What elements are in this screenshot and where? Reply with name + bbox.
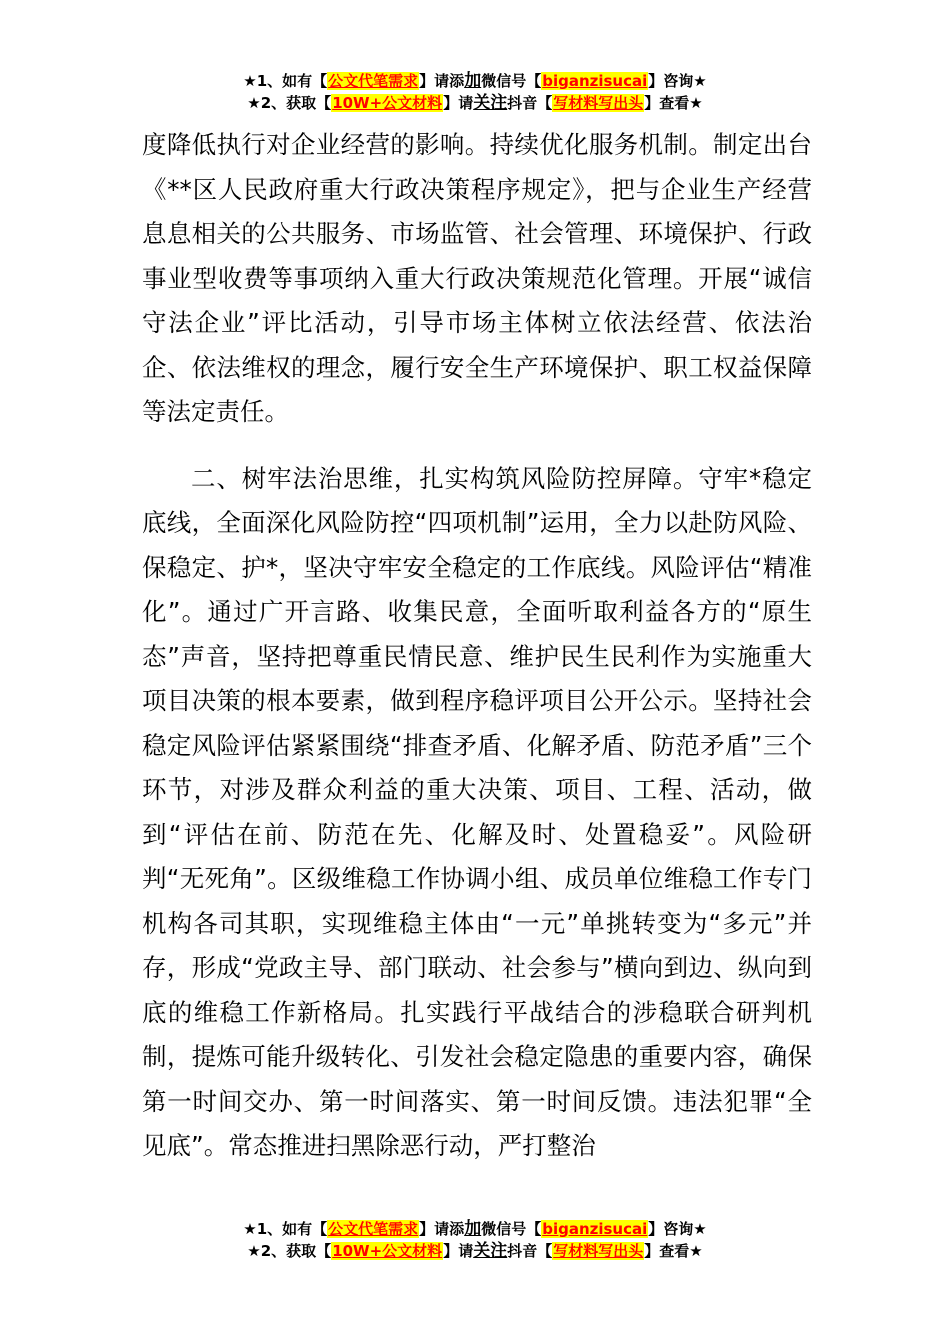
banner-text: 】请 (443, 94, 474, 112)
banner-text: 】请添 (419, 1220, 465, 1238)
banner-text: 加 (464, 71, 482, 91)
banner-text: 】查看★ (644, 1242, 703, 1260)
banner-text: 加 (464, 1219, 482, 1239)
banner-text: ★2、获取【 (247, 1242, 332, 1260)
banner-text: 抖音【 (507, 1242, 553, 1260)
banner-text: 微信号【 (481, 1220, 542, 1238)
ghostwriting-highlight: 公文代笔需求 (328, 72, 419, 90)
bottom-banner (0, 1218, 950, 1262)
materials-highlight: 10W+公文材料 (332, 1242, 443, 1260)
banner-text: 关注 (473, 1241, 508, 1261)
banner-text: 】查看★ (644, 94, 703, 112)
banner-line-1 (0, 70, 950, 92)
banner-text: 抖音【 (507, 94, 553, 112)
banner-text: 】咨询★ (648, 1220, 707, 1238)
banner-text: 关注 (473, 93, 508, 113)
banner-text: 微信号【 (481, 72, 542, 90)
banner-text: ★1、如有【 (243, 1220, 328, 1238)
materials-highlight: 10W+公文材料 (332, 94, 443, 112)
banner-text: 】请 (443, 1242, 474, 1260)
wechat-id-highlight: biganzisucai (542, 1220, 648, 1238)
banner-line-2 (0, 1240, 950, 1262)
banner-text: 】咨询★ (648, 72, 707, 90)
banner-text: ★1、如有【 (243, 72, 328, 90)
banner-text: ★2、获取【 (247, 94, 332, 112)
paragraph-1: 度降低执行对企业经营的影响。持续优化服务机制。制定出台《**区人民政府重大行政决策程序规定》，把与企业生产经营息息相关的公共服务、市场监管、社会管理、环境保护、行政事业型收费等事项纳入重大行政决策规范化管理。开展“诚信守法企业”评比活动，引导市场主体树立依法经营、依法治企、依法维权的理念，履行安全生产环境保护、职工权益保障等法定责任。 (142, 130, 812, 426)
top-banner (0, 70, 950, 114)
banner-text: 】请添 (419, 72, 465, 90)
document-body (142, 123, 812, 1169)
paragraph-2: 二、树牢法治思维，扎实构筑风险防控屏障。守牢*稳定底线，全面深化风险防控“四项机制”运用，全力以赴防风险、保稳定、护*，坚决守牢安全稳定的工作底线。风险评估“精准化”。通过广开言路、收集民意，全面听取利益各方的“原生态”声音，坚持把尊重民情民意、维护民生民利作为实施重大项目决策的根本要素，做到程序稳评项目公开公示。坚持社会稳定风险评估紧紧围绕“排查矛盾、化解矛盾、防范矛盾”三个环节，对涉及群众利益的重大决策、项目、工程、活动，做到“评估在前、防范在先、化解及时、处置稳妥”。风险研判“无死角”。区级维稳工作协调小组、成员单位维稳工作专门机构各司其职，实现维稳主体由“一元”单挑转变为“多元”并存，形成“党政主导、部门联动、社会参与”横向到边、纵向到底的维稳工作新格局。扎实践行平战结合的涉稳联合研判机制，提炼可能升级转化、引发社会稳定隐患的重要内容，确保第一时间交办、第一时间落实、第一时间反馈。违法犯罪“全见底”。常态推进扫黑除恶行动，严打整治 (142, 463, 812, 1160)
douyin-highlight: 写材料写出头 (553, 1242, 644, 1260)
banner-line-1 (0, 1218, 950, 1240)
wechat-id-highlight: biganzisucai (542, 72, 648, 90)
douyin-highlight: 写材料写出头 (553, 94, 644, 112)
banner-line-2 (0, 92, 950, 114)
ghostwriting-highlight: 公文代笔需求 (328, 1220, 419, 1238)
